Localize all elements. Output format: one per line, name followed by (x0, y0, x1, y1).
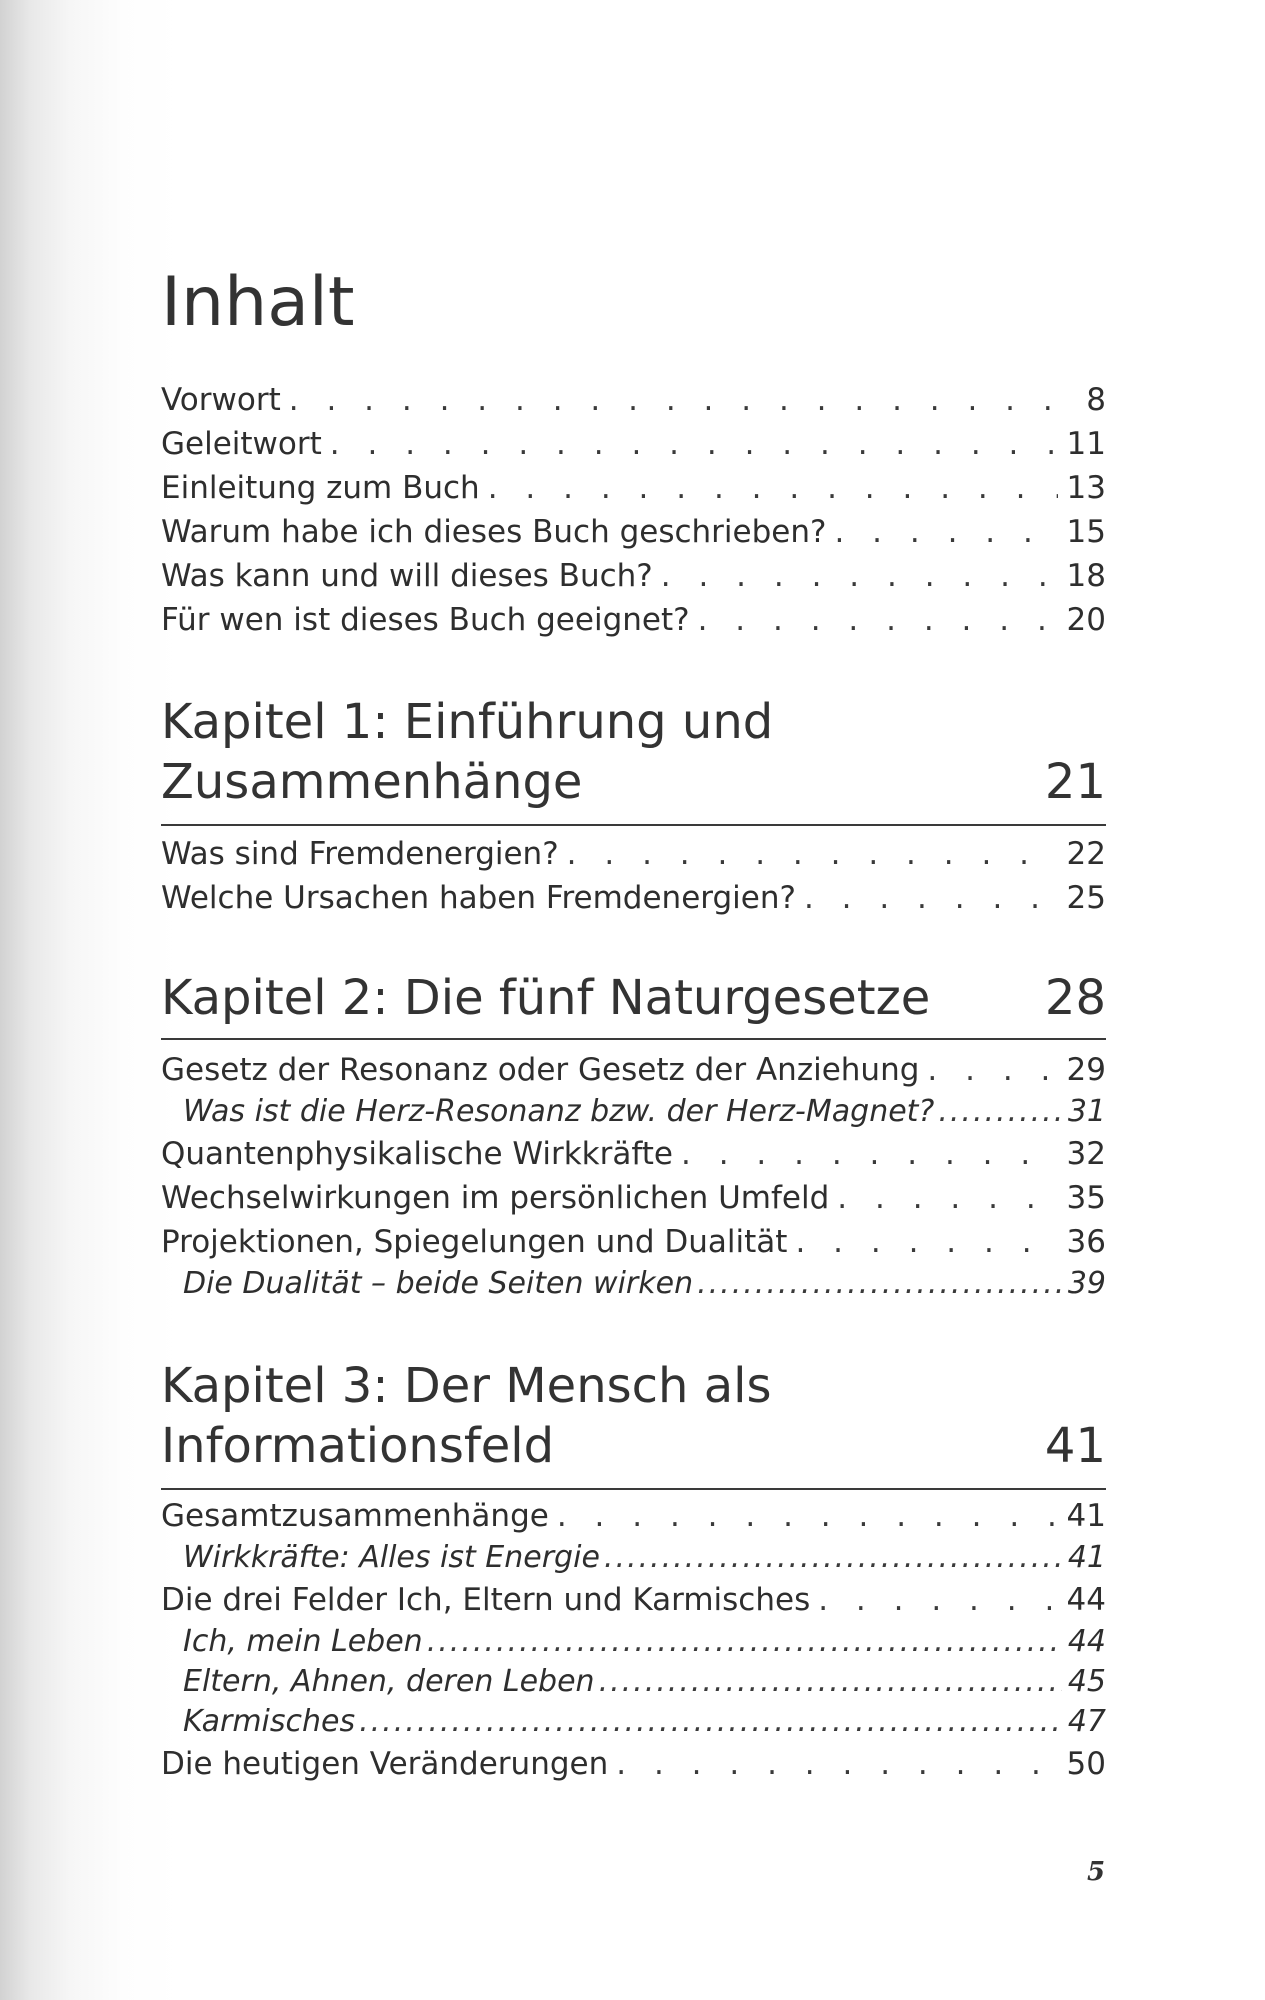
toc-entry-page: 45 (1067, 1664, 1106, 1699)
dot-leader (599, 1662, 1062, 1702)
toc-entry-label: Ich, mein Leben (183, 1624, 423, 1659)
toc-entry[interactable] (161, 1742, 1106, 1786)
toc-entry-page: 31 (1067, 1094, 1106, 1129)
toc-entry-label: Gesamtzusammenhänge (161, 1498, 549, 1534)
toc-entry-page: 35 (1066, 1180, 1106, 1216)
toc-entry-label: Wirkkräfte: Alles ist Energie (183, 1540, 600, 1575)
toc-entry-label: Karmisches (183, 1704, 356, 1739)
toc-entry-page: 41 (1066, 1498, 1106, 1534)
dot-leader (818, 1578, 1058, 1622)
toc-entry-page: 13 (1066, 470, 1106, 506)
chapter-2-heading[interactable] (161, 968, 1106, 1040)
toc-entry-page: 8 (1086, 382, 1106, 418)
toc-entry-page: 44 (1067, 1624, 1106, 1659)
chapter-1-heading[interactable] (161, 692, 1106, 826)
toc-entry[interactable] (161, 1048, 1106, 1092)
toc-entry-label: Was sind Fremdenergien? (161, 836, 559, 872)
dot-leader (359, 1702, 1062, 1742)
toc-entry-page: 44 (1066, 1582, 1106, 1618)
dot-leader (927, 1048, 1058, 1092)
toc-entry-page: 50 (1066, 1746, 1106, 1782)
dot-leader (697, 1264, 1062, 1304)
dot-leader (557, 1494, 1058, 1538)
toc-entry-geleitwort[interactable] (161, 422, 1106, 466)
toc-entry[interactable] (161, 1176, 1106, 1220)
toc-entry-label: Die Dualität – beide Seiten wirken (183, 1266, 694, 1301)
chapter-3-title-line1: Kapitel 3: Der Mensch als (161, 1358, 772, 1414)
chapter-1-entries (161, 832, 1106, 920)
toc-entry[interactable] (161, 1578, 1106, 1622)
toc-entry-label: Quantenphysikalische Wirkkräfte (161, 1136, 673, 1172)
chapter-1-title-line1: Kapitel 1: Einführung und (161, 694, 774, 750)
chapter-2-entries (161, 1048, 1106, 1304)
toc-subentry[interactable] (161, 1702, 1106, 1742)
toc-entry-label: Warum habe ich dieses Buch geschrieben? (161, 514, 827, 550)
dot-leader (837, 1176, 1058, 1220)
chapter-3-entries (161, 1494, 1106, 1786)
toc-entry-page: 22 (1066, 836, 1106, 872)
toc-entry-page: 32 (1066, 1136, 1106, 1172)
dot-leader (681, 1132, 1058, 1176)
toc-subentry[interactable] (161, 1264, 1106, 1304)
chapter-3-title-line2: Informationsfeld (161, 1418, 555, 1474)
toc-entry-label: Geleitwort (161, 426, 322, 462)
dot-leader (795, 1220, 1058, 1264)
chapter-1-title-line2: Zusammenhänge (161, 754, 583, 810)
toc-entry-label: Einleitung zum Buch (161, 470, 480, 506)
toc-entry-label: Die heutigen Veränderungen (161, 1746, 609, 1782)
toc-entry-label: Welche Ursachen haben Fremdenergien? (161, 880, 796, 916)
dot-leader (604, 1538, 1062, 1578)
toc-entry[interactable] (161, 1494, 1106, 1538)
toc-entry-label: Für wen ist dieses Buch geeignet? (161, 602, 690, 638)
toc-entry-page: 47 (1067, 1704, 1106, 1739)
toc-entry-page: 25 (1066, 880, 1106, 916)
toc-entry-fuer-wen[interactable] (161, 598, 1106, 642)
toc-entry-label: Vorwort (161, 382, 281, 418)
page-title: Inhalt (161, 263, 355, 342)
dot-leader (616, 1742, 1058, 1786)
dot-leader (330, 422, 1058, 466)
dot-leader (698, 598, 1058, 642)
dot-leader (938, 1092, 1062, 1132)
page-number: 5 (1087, 1857, 1106, 1887)
toc-entry-page: 18 (1066, 558, 1106, 594)
toc-subentry[interactable] (161, 1662, 1106, 1702)
toc-subentry[interactable] (161, 1538, 1106, 1578)
dot-leader (661, 554, 1058, 598)
chapter-1-page: 21 (1044, 754, 1106, 810)
dot-leader (427, 1622, 1062, 1662)
toc-entry-label: Was ist die Herz-Resonanz bzw. der Herz-Magnet? (183, 1094, 935, 1129)
toc-entry-page: 20 (1066, 602, 1106, 638)
toc-entry[interactable] (161, 1132, 1106, 1176)
toc-entry[interactable] (161, 832, 1106, 876)
chapter-3-heading[interactable] (161, 1356, 1106, 1490)
toc-subentry[interactable] (161, 1092, 1106, 1132)
toc-entry[interactable] (161, 1220, 1106, 1264)
toc-entry-vorwort[interactable] (161, 378, 1106, 422)
toc-entry[interactable] (161, 876, 1106, 920)
toc-entry-page: 36 (1066, 1224, 1106, 1260)
dot-leader (567, 832, 1058, 876)
toc-entry-label: Projektionen, Spiegelungen und Dualität (161, 1224, 788, 1260)
chapter-2-title: Kapitel 2: Die fünf Naturgesetze (161, 970, 931, 1026)
toc-entry-einleitung[interactable] (161, 466, 1106, 510)
toc-entry-page: 29 (1066, 1052, 1106, 1088)
dot-leader (804, 876, 1058, 920)
toc-entry-page: 15 (1066, 514, 1106, 550)
chapter-2-page: 28 (1044, 970, 1106, 1026)
dot-leader (289, 378, 1058, 422)
toc-entry-page: 39 (1067, 1266, 1106, 1301)
toc-entry-was-kann[interactable] (161, 554, 1106, 598)
toc-entry-label: Was kann und will dieses Buch? (161, 558, 653, 594)
toc-entry-label: Wechselwirkungen im persönlichen Umfeld (161, 1180, 830, 1216)
toc-entry-warum[interactable] (161, 510, 1106, 554)
toc-subentry[interactable] (161, 1622, 1106, 1662)
front-matter-list (161, 378, 1106, 642)
chapter-3-page: 41 (1044, 1418, 1106, 1474)
toc-entry-page: 11 (1066, 426, 1106, 462)
toc-entry-label: Die drei Felder Ich, Eltern und Karmisches (161, 1582, 811, 1618)
dot-leader (488, 466, 1058, 510)
dot-leader (834, 510, 1058, 554)
toc-entry-label: Gesetz der Resonanz oder Gesetz der Anziehung (161, 1052, 920, 1088)
toc-entry-label: Eltern, Ahnen, deren Leben (183, 1664, 595, 1699)
toc-entry-page: 41 (1067, 1540, 1106, 1575)
